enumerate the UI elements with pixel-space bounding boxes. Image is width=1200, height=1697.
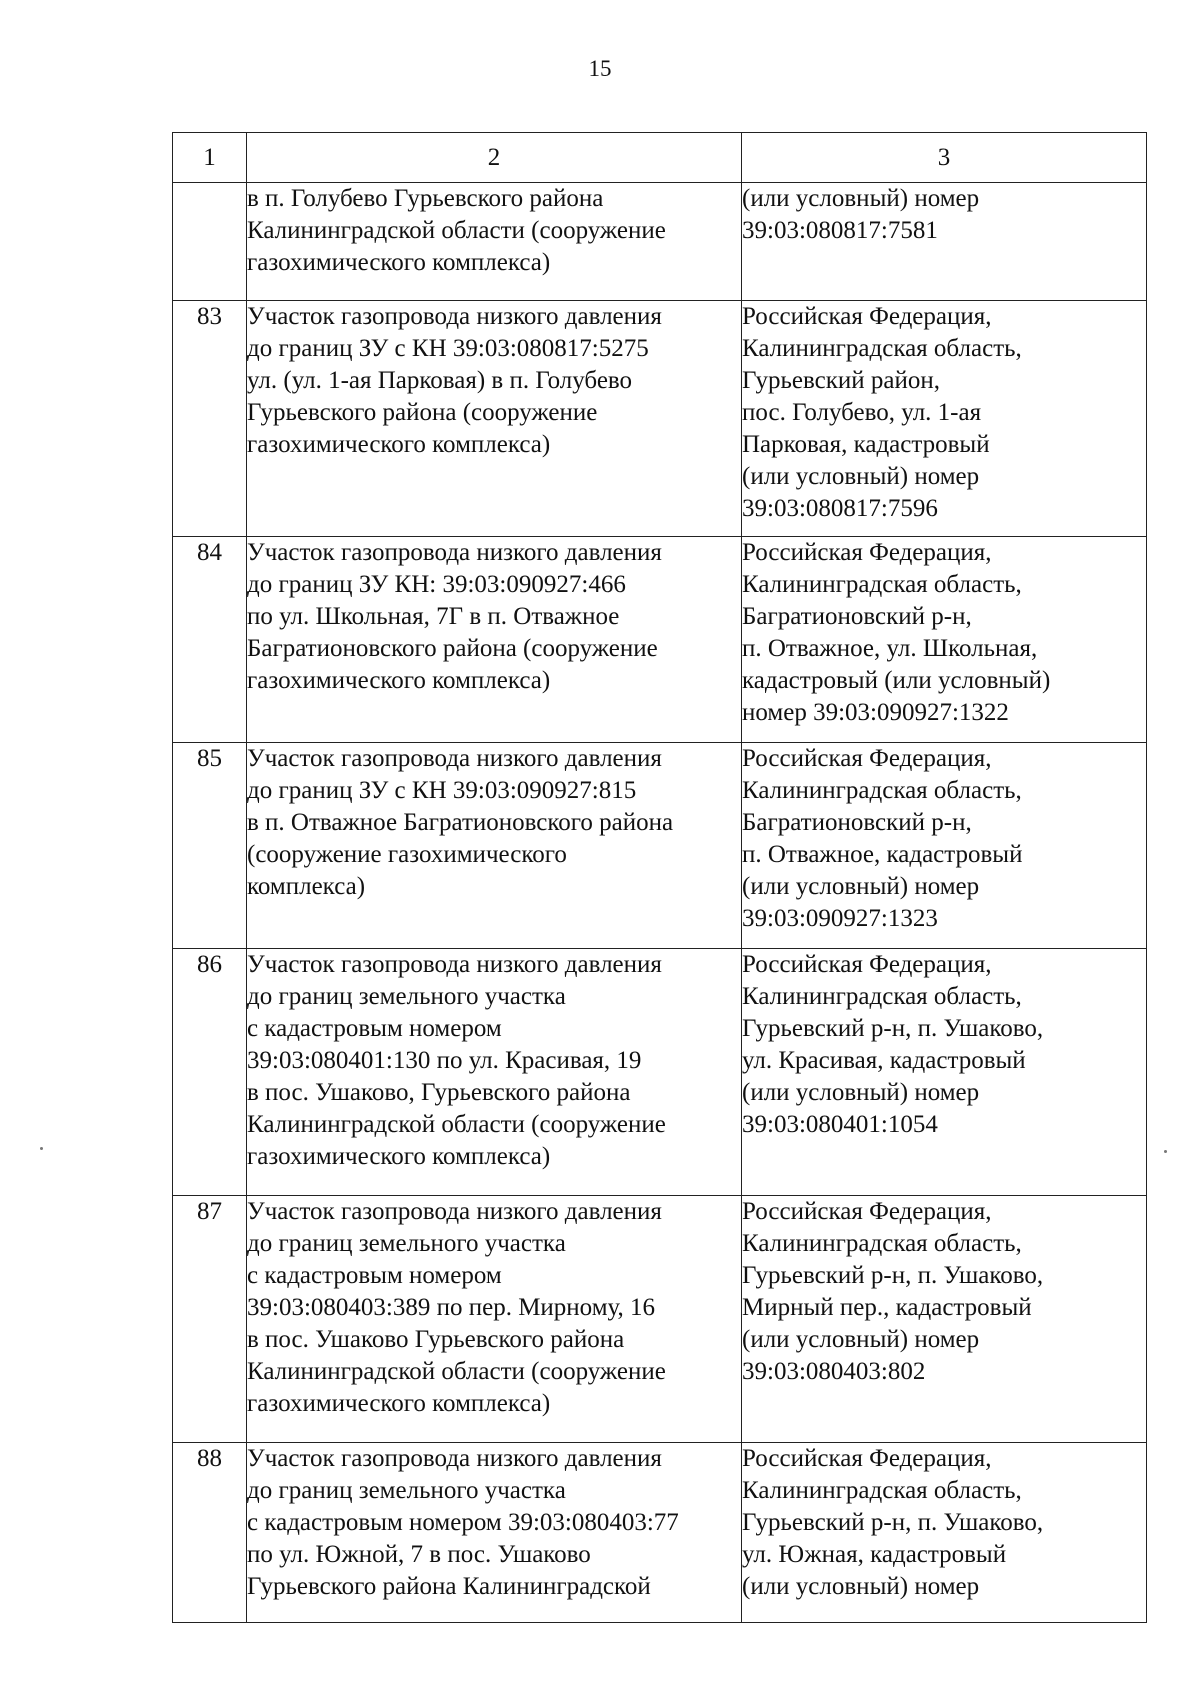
location-line: 39:03:080817:7596 — [742, 495, 938, 522]
location-line: ул. Южная, кадастровый — [742, 1541, 1007, 1568]
location-line: Российская Федерация, — [742, 303, 992, 330]
description-line: Калининградской области (сооружение — [247, 217, 666, 244]
description-line: Гурьевского района Калининградской — [247, 1573, 651, 1600]
location-line: Калининградская область, — [742, 1230, 1022, 1257]
description-line: в пос. Ушаково, Гурьевского района — [247, 1079, 631, 1106]
description-line: Участок газопровода низкого давления — [247, 745, 662, 772]
description-line: газохимического комплекса) — [247, 249, 551, 276]
location-line: Гурьевский р-н, п. Ушаково, — [742, 1262, 1044, 1289]
description-line: комплекса) — [247, 873, 366, 900]
object-description — [247, 1443, 742, 1623]
object-description — [247, 1196, 742, 1443]
location-line: Калининградская область, — [742, 983, 1022, 1010]
table-row — [173, 537, 1147, 743]
description-line: газохимического комплекса) — [247, 1143, 551, 1170]
object-description — [247, 537, 742, 743]
description-line: Участок газопровода низкого давления — [247, 951, 662, 978]
object-location — [742, 743, 1147, 949]
description-line: 39:03:080403:389 по пер. Мирному, 16 — [247, 1294, 656, 1321]
register-table-body — [173, 133, 1147, 1623]
description-line: Участок газопровода низкого давления — [247, 1198, 662, 1225]
location-line: п. Отважное, кадастровый — [742, 841, 1023, 868]
location-line: Российская Федерация, — [742, 951, 992, 978]
row-number: 86 — [173, 949, 247, 1196]
register-table — [172, 132, 1147, 1623]
object-location — [742, 183, 1147, 301]
description-line: газохимического комплекса) — [247, 667, 551, 694]
row-number — [173, 183, 247, 301]
column-number-1: 1 — [173, 133, 247, 183]
description-line: ул. (ул. 1-ая Парковая) в п. Голубево — [247, 367, 633, 394]
location-line: (или условный) номер — [742, 463, 980, 490]
location-line: кадастровый (или условный) — [742, 667, 1051, 694]
description-line: 39:03:080401:130 по ул. Красивая, 19 — [247, 1047, 642, 1074]
table-row — [173, 1443, 1147, 1623]
location-line: 39:03:080817:7581 — [742, 217, 938, 244]
description-line: Участок газопровода низкого давления — [247, 303, 662, 330]
description-line: Участок газопровода низкого давления — [247, 539, 662, 566]
table-row — [173, 301, 1147, 537]
row-number: 88 — [173, 1443, 247, 1623]
description-line: до границ земельного участка — [247, 1477, 566, 1504]
location-line: Багратионовский р-н, — [742, 603, 972, 630]
object-location — [742, 301, 1147, 537]
table-row — [173, 1196, 1147, 1443]
description-line: с кадастровым номером — [247, 1262, 502, 1289]
description-line: газохимического комплекса) — [247, 431, 551, 458]
object-description — [247, 183, 742, 301]
object-location — [742, 949, 1147, 1196]
description-line: до границ земельного участка — [247, 983, 566, 1010]
location-line: Гурьевский район, — [742, 367, 941, 394]
description-line: до границ земельного участка — [247, 1230, 566, 1257]
column-number-2: 2 — [247, 133, 742, 183]
object-description — [247, 743, 742, 949]
location-line: Калининградская область, — [742, 777, 1022, 804]
location-line: (или условный) номер — [742, 1573, 980, 1600]
location-line: (или условный) номер — [742, 1079, 980, 1106]
location-line: Российская Федерация, — [742, 745, 992, 772]
location-line: 39:03:080403:802 — [742, 1358, 926, 1385]
location-line: (или условный) номер — [742, 185, 980, 212]
object-location — [742, 1443, 1147, 1623]
location-line: Калининградская область, — [742, 1477, 1022, 1504]
row-number: 87 — [173, 1196, 247, 1443]
object-description — [247, 949, 742, 1196]
location-line: Российская Федерация, — [742, 539, 992, 566]
description-line: в пос. Ушаково Гурьевского района — [247, 1326, 625, 1353]
location-line: Калининградская область, — [742, 571, 1022, 598]
description-line: Гурьевского района (сооружение — [247, 399, 598, 426]
table-header-row — [173, 133, 1147, 183]
description-line: в п. Голубево Гурьевского района — [247, 185, 604, 212]
scan-speck-left — [40, 1147, 43, 1150]
object-location — [742, 537, 1147, 743]
location-line: пос. Голубево, ул. 1-ая — [742, 399, 982, 426]
table-row — [173, 183, 1147, 301]
description-line: (сооружение газохимического — [247, 841, 567, 868]
description-line: по ул. Южной, 7 в пос. Ушаково — [247, 1541, 591, 1568]
row-number: 83 — [173, 301, 247, 537]
table-row — [173, 743, 1147, 949]
description-line: до границ ЗУ с КН 39:03:080817:5275 — [247, 335, 649, 362]
location-line: Гурьевский р-н, п. Ушаково, — [742, 1015, 1044, 1042]
object-description — [247, 301, 742, 537]
location-line: номер 39:03:090927:1322 — [742, 699, 1009, 726]
location-line: Парковая, кадастровый — [742, 431, 990, 458]
row-number: 85 — [173, 743, 247, 949]
location-line: (или условный) номер — [742, 873, 980, 900]
location-line: Российская Федерация, — [742, 1198, 992, 1225]
description-line: до границ ЗУ с КН 39:03:090927:815 — [247, 777, 637, 804]
location-line: Мирный пер., кадастровый — [742, 1294, 1032, 1321]
description-line: Калининградской области (сооружение — [247, 1358, 666, 1385]
description-line: Багратионовского района (сооружение — [247, 635, 658, 662]
location-line: (или условный) номер — [742, 1326, 980, 1353]
scan-speck-right — [1164, 1150, 1167, 1153]
location-line: Багратионовский р-н, — [742, 809, 972, 836]
description-line: по ул. Школьная, 7Г в п. Отважное — [247, 603, 620, 630]
description-line: в п. Отважное Багратионовского района — [247, 809, 674, 836]
object-location — [742, 1196, 1147, 1443]
location-line: ул. Красивая, кадастровый — [742, 1047, 1026, 1074]
location-line: п. Отважное, ул. Школьная, — [742, 635, 1038, 662]
location-line: 39:03:090927:1323 — [742, 905, 938, 932]
description-line: Калининградской области (сооружение — [247, 1111, 666, 1138]
description-line: с кадастровым номером 39:03:080403:77 — [247, 1509, 679, 1536]
location-line: 39:03:080401:1054 — [742, 1111, 938, 1138]
column-number-3: 3 — [742, 133, 1147, 183]
description-line: газохимического комплекса) — [247, 1390, 551, 1417]
page-number: 15 — [588, 56, 612, 81]
description-line: Участок газопровода низкого давления — [247, 1445, 662, 1472]
location-line: Калининградская область, — [742, 335, 1022, 362]
description-line: с кадастровым номером — [247, 1015, 502, 1042]
row-number: 84 — [173, 537, 247, 743]
table-row — [173, 949, 1147, 1196]
location-line: Гурьевский р-н, п. Ушаково, — [742, 1509, 1044, 1536]
location-line: Российская Федерация, — [742, 1445, 992, 1472]
description-line: до границ ЗУ КН: 39:03:090927:466 — [247, 571, 626, 598]
